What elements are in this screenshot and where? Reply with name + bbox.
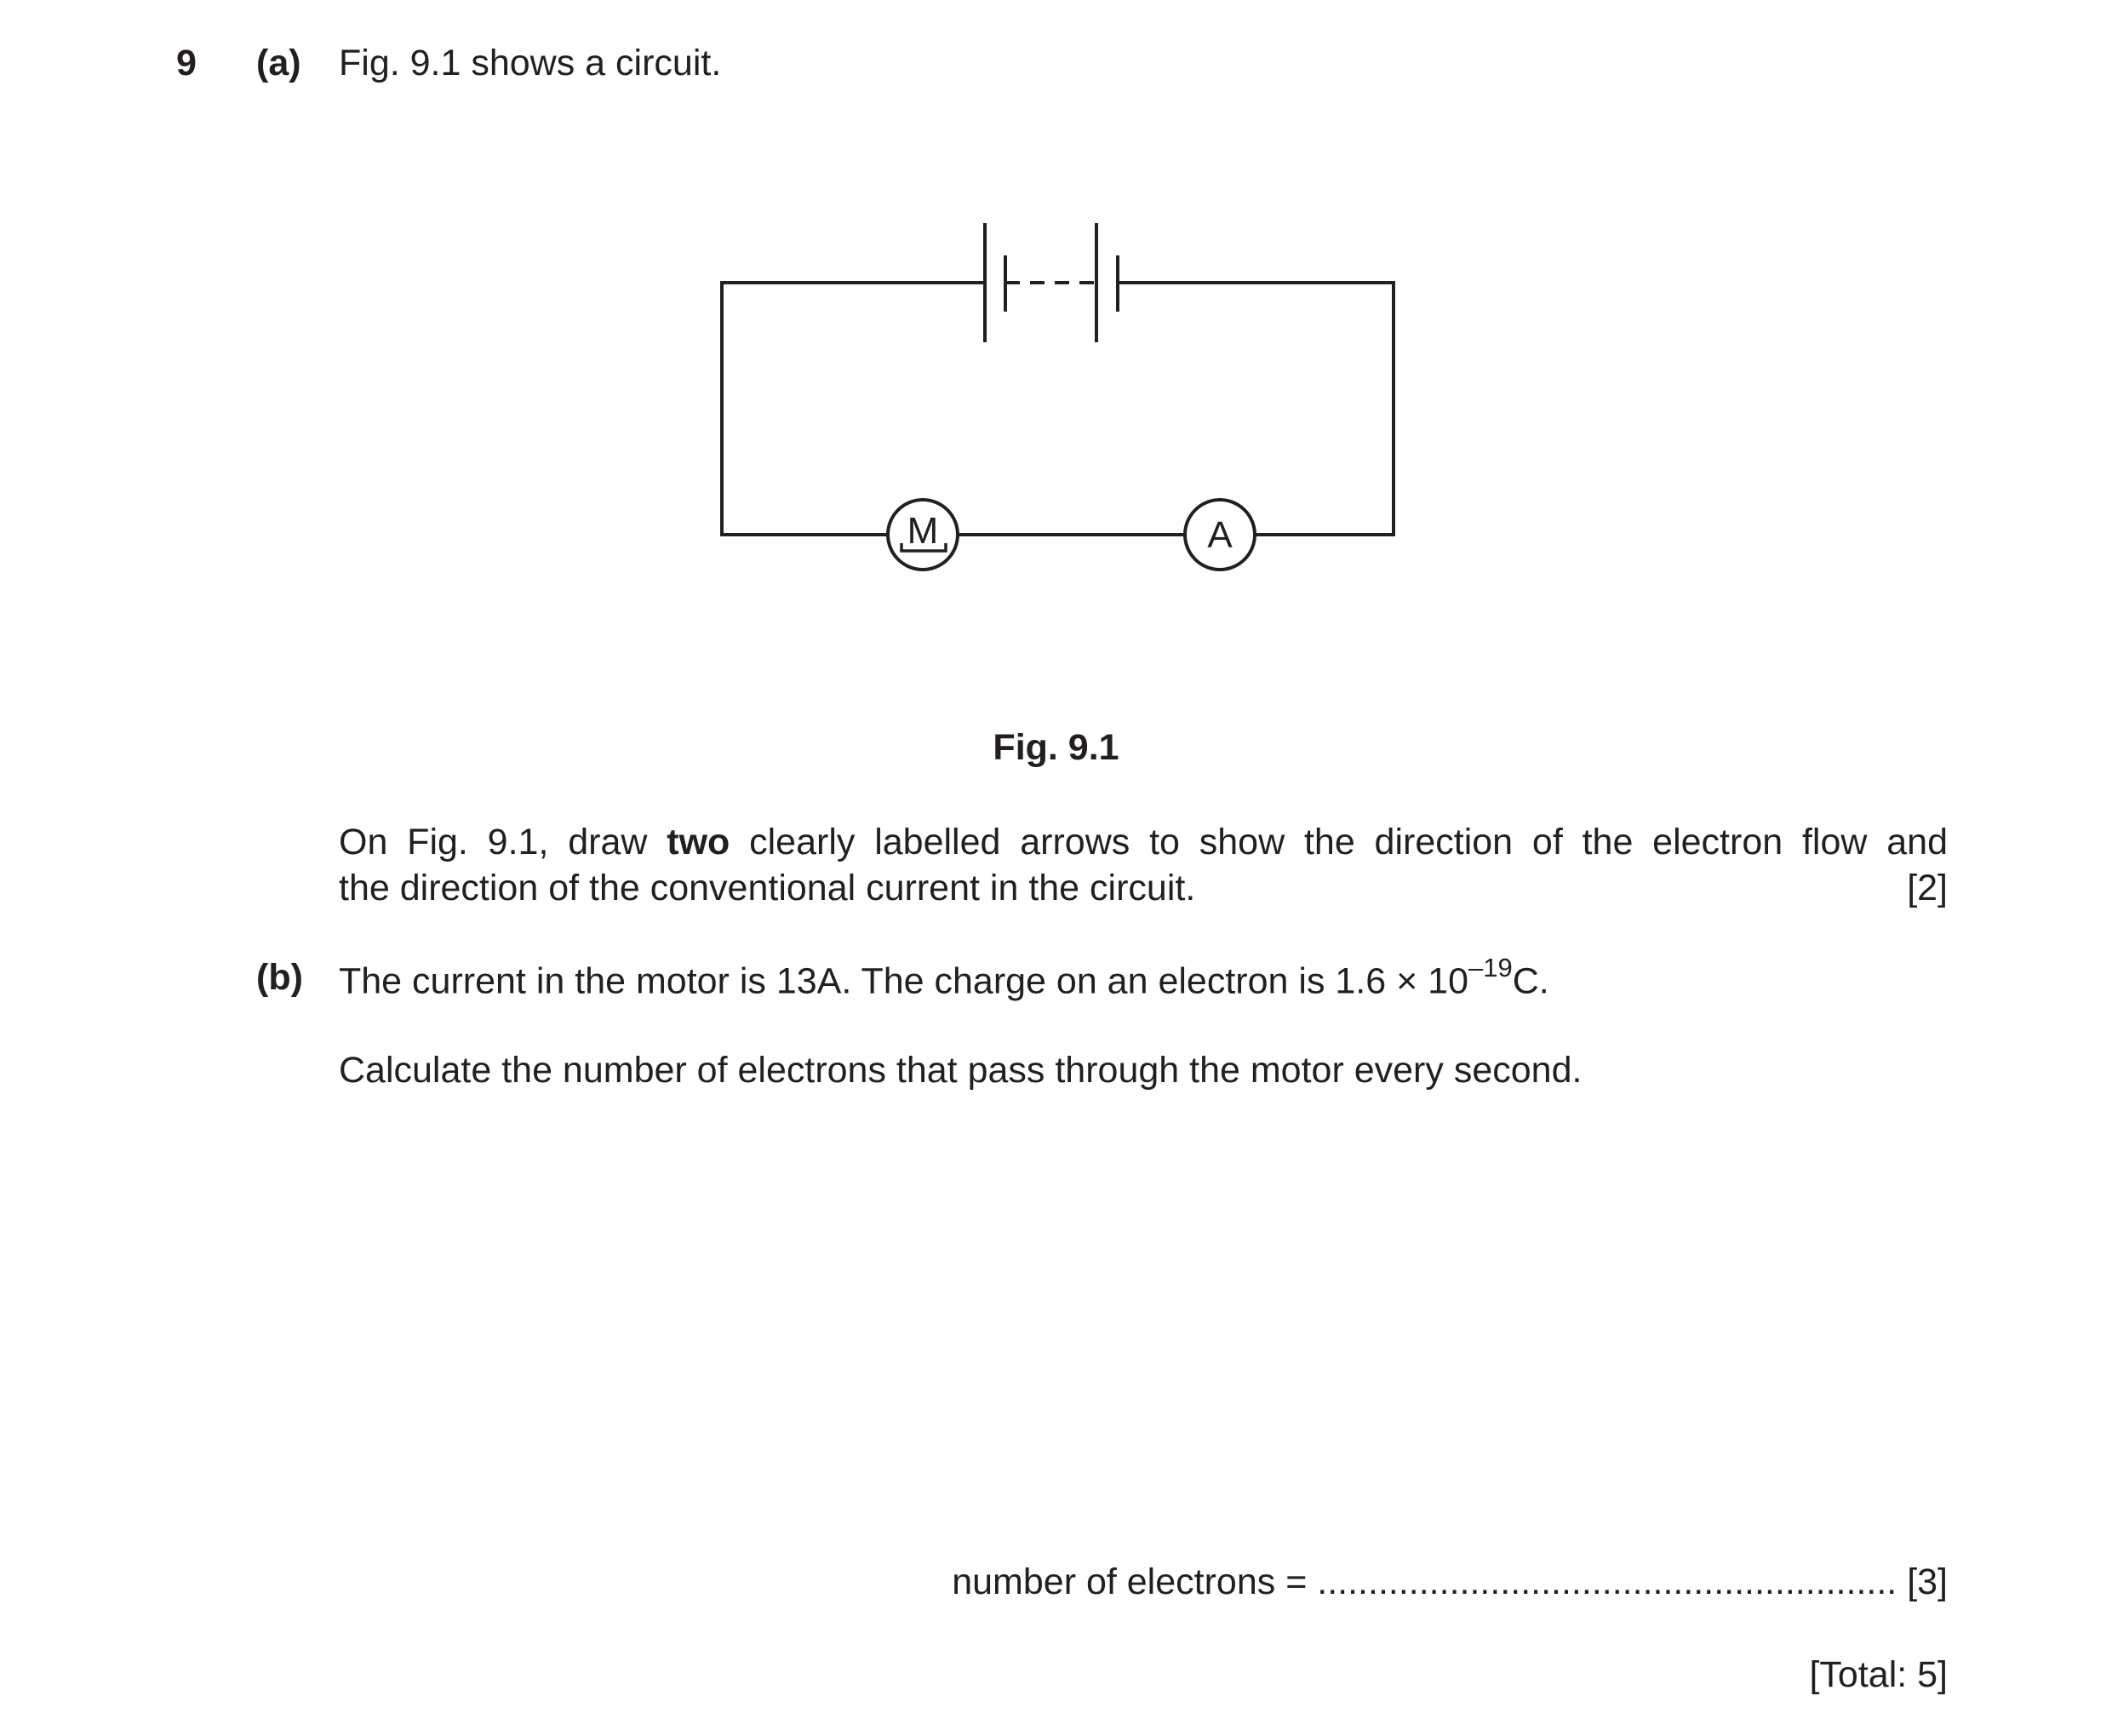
part-b-marks: [3]	[1907, 1561, 1948, 1602]
statement-pre: The current in the motor is 13A. The charge on an electron is 1.6 × 10	[339, 960, 1468, 1002]
part-a-intro: Fig. 9.1 shows a circuit.	[339, 43, 722, 83]
instruction-bold: two	[667, 822, 730, 862]
answer-label: number of electrons =	[952, 1561, 1318, 1602]
statement-post: C.	[1512, 960, 1549, 1002]
ammeter-symbol	[1185, 500, 1255, 570]
instruction-line2: the direction of the conventional current in the circuit.	[339, 868, 1196, 908]
part-a-instruction-line2	[339, 865, 1948, 911]
statement-exponent: –19	[1468, 953, 1513, 983]
motor-symbol	[888, 500, 958, 570]
answer-field[interactable]: .........................................................	[1317, 1561, 1897, 1602]
part-b-label: (b)	[256, 957, 303, 998]
part-b-statement	[339, 955, 1549, 1005]
part-a-instruction	[339, 819, 1948, 911]
question-number: 9	[176, 43, 197, 83]
instruction-pre: On Fig. 9.1, draw	[339, 822, 667, 862]
part-a-instruction-line1	[339, 819, 1948, 865]
instruction-post: clearly labelled arrows to show the direction of the electron flow and	[730, 822, 1948, 862]
part-a-marks: [2]	[1907, 868, 1948, 908]
figure-caption: Fig. 9.1	[993, 727, 1119, 768]
part-b-task: Calculate the number of electrons that pass through the motor every second.	[339, 1050, 1583, 1091]
ammeter-letter: A	[1207, 514, 1233, 556]
motor-letter: M	[907, 510, 939, 552]
total-marks: [Total: 5]	[1809, 1654, 1948, 1695]
answer-line	[952, 1560, 1948, 1606]
wire-top-left	[722, 283, 985, 535]
wire-top-right	[1118, 283, 1394, 535]
part-a-label: (a)	[256, 43, 301, 83]
battery-symbol	[985, 223, 1118, 342]
